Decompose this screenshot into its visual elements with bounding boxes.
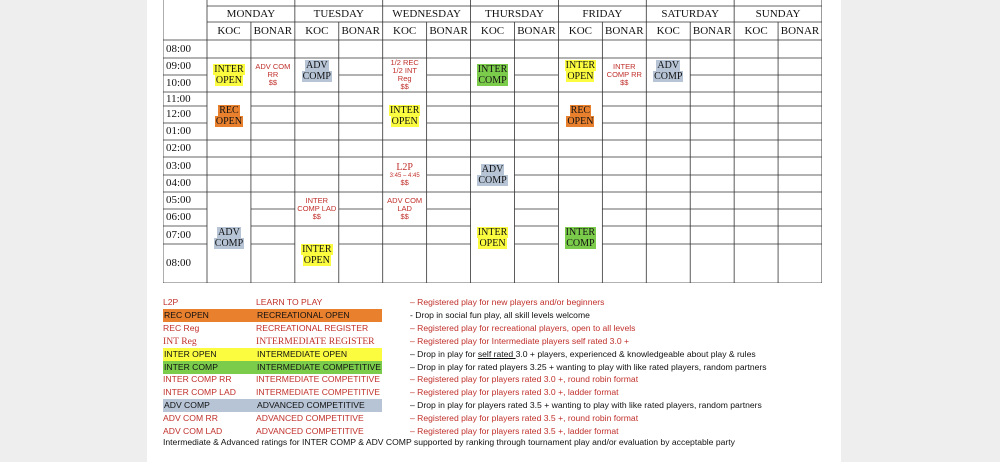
event-text: OPEN bbox=[303, 254, 330, 266]
event-text: OPEN bbox=[215, 75, 243, 86]
legend-desc: – Drop in play for players rated 3.5 + wanting to play with like rated players, random partners bbox=[410, 400, 762, 411]
day-header: SATURDAY bbox=[661, 7, 720, 20]
event-fri-koc-am bbox=[558, 58, 602, 92]
legend-row bbox=[163, 296, 823, 309]
legend-abbr: INTER COMP RR bbox=[163, 374, 232, 385]
event-text: Reg bbox=[397, 74, 412, 83]
legend-desc: – Registered play for Intermediate players self rated 3.0 + bbox=[410, 335, 630, 346]
event-text: LAD bbox=[397, 203, 412, 213]
time-label: 08:00 bbox=[166, 257, 192, 270]
day-header: THURSDAY bbox=[485, 7, 544, 20]
event-text: ADV bbox=[305, 60, 328, 71]
court-header: KOC bbox=[568, 24, 592, 37]
event-text: $$ bbox=[312, 212, 321, 222]
event-text: $$ bbox=[620, 78, 629, 88]
event-text: COMP bbox=[478, 174, 507, 186]
legend-name: RECREATIONAL REGISTER bbox=[256, 322, 369, 333]
event-thu-koc-late bbox=[471, 192, 515, 283]
event-mon-koc-noon bbox=[207, 92, 251, 140]
event-text: 1/2 INT bbox=[392, 65, 417, 75]
court-header: BONAR bbox=[517, 24, 556, 37]
event-tue-koc-am bbox=[295, 58, 339, 92]
legend-desc: – Registered play for players rated 3.0 +, round robin format bbox=[410, 374, 639, 385]
legend-name: INTERMEDIATE COMPETITIVE bbox=[257, 361, 381, 372]
court-header: BONAR bbox=[692, 24, 732, 37]
event-text: INTER bbox=[565, 226, 596, 238]
legend-row bbox=[163, 373, 823, 386]
event-text: ADV COM bbox=[387, 195, 423, 205]
event-text: COMP bbox=[478, 75, 507, 86]
event-text: INTER bbox=[214, 64, 244, 75]
time-label: 08:00 bbox=[166, 42, 192, 55]
event-text: COMP bbox=[302, 71, 331, 82]
event-mon-koc-eve bbox=[207, 192, 251, 283]
event-text: OPEN bbox=[479, 237, 506, 249]
event-text: COMP bbox=[654, 71, 683, 82]
event-text: OPEN bbox=[567, 116, 594, 127]
event-text: INTER bbox=[305, 195, 329, 205]
court-header: BONAR bbox=[605, 24, 644, 37]
time-label: 07:00 bbox=[166, 228, 192, 241]
event-text: INTER bbox=[477, 64, 508, 75]
event-text: $$ bbox=[400, 212, 409, 222]
event-text: INTER bbox=[389, 105, 420, 116]
event-text: 3:45 – 4:45 bbox=[389, 172, 420, 179]
legend-desc: – Registered play for recreational players, open to all levels bbox=[410, 322, 636, 333]
court-header: BONAR bbox=[341, 24, 380, 37]
event-text: OPEN bbox=[391, 116, 418, 127]
event-text: $$ bbox=[400, 82, 409, 92]
legend-name: ADVANCED COMPETITIVE bbox=[256, 413, 364, 424]
event-text: COMP RR bbox=[606, 69, 642, 79]
legend-name: INTERMEDIATE COMPETITIVE bbox=[256, 374, 380, 385]
legend-row bbox=[163, 335, 823, 348]
legend-abbr: ADV COM RR bbox=[163, 413, 218, 424]
event-text: ADV bbox=[481, 163, 504, 175]
legend-row bbox=[163, 386, 823, 399]
time-label: 04:00 bbox=[166, 177, 192, 190]
legend-name: INTERMEDIATE OPEN bbox=[256, 348, 382, 361]
event-text: INTER bbox=[613, 61, 636, 71]
court-header: KOC bbox=[480, 24, 505, 37]
event-text: ADV COM bbox=[255, 61, 291, 71]
event-text: OPEN bbox=[567, 71, 594, 82]
legend-row bbox=[163, 309, 823, 322]
event-text: REC bbox=[219, 105, 239, 116]
time-label: 06:00 bbox=[166, 211, 192, 224]
event-text: COMP LAD bbox=[297, 203, 337, 213]
event-fri-koc-late bbox=[558, 192, 602, 283]
time-label: 09:00 bbox=[166, 60, 192, 73]
schedule-table bbox=[163, 0, 822, 283]
day-header: MONDAY bbox=[226, 7, 276, 20]
event-thu-koc-pm bbox=[471, 157, 515, 192]
time-label: 03:00 bbox=[166, 159, 192, 172]
legend-desc: – Registered play for players rated 3.0 +, ladder format bbox=[410, 387, 619, 398]
event-text: $$ bbox=[400, 178, 409, 188]
legend-name: ADVANCED COMPETITIVE bbox=[256, 426, 364, 436]
legend-abbr: INTER COMP LAD bbox=[163, 387, 236, 398]
court-header: KOC bbox=[305, 24, 329, 37]
legend-desc: – Registered play for new players and/or beginners bbox=[410, 297, 605, 307]
legend-desc: – Drop in play for self rated 3.0 + players, experienced & knowledgeable about play & rules bbox=[410, 348, 756, 359]
time-label: 02:00 bbox=[166, 142, 192, 155]
event-sat-koc-am bbox=[646, 58, 690, 92]
day-header: SUNDAY bbox=[755, 7, 801, 20]
event-wed-koc-eve bbox=[383, 192, 427, 226]
legend-name: RECREATIONAL OPEN bbox=[256, 309, 382, 322]
legend-name: ADVANCED COMPETITIVE bbox=[256, 399, 382, 412]
court-header: BONAR bbox=[429, 24, 468, 37]
day-header: TUESDAY bbox=[313, 7, 364, 20]
legend-abbr: INT Reg bbox=[163, 335, 197, 347]
event-text: COMP bbox=[566, 237, 595, 249]
event-text: ADV bbox=[218, 226, 240, 238]
event-wed-koc-am bbox=[383, 58, 427, 92]
time-label: 05:00 bbox=[166, 194, 192, 207]
legend-desc: - Drop in social fun play, all skill levels welcome bbox=[410, 309, 590, 320]
event-tue-koc-late bbox=[295, 226, 339, 283]
event-text: ADV bbox=[657, 60, 680, 71]
legend-desc: – Registered play for players rated 3.5 +, round robin format bbox=[410, 413, 639, 424]
event-text: INTER bbox=[477, 226, 508, 238]
event-mon-bonar-am bbox=[251, 58, 295, 92]
event-text: REC bbox=[570, 105, 591, 116]
schedule-sheet bbox=[147, 0, 841, 462]
time-label: 11:00 bbox=[166, 92, 191, 105]
legend-name: LEARN TO PLAY bbox=[256, 297, 323, 307]
day-header: FRIDAY bbox=[582, 7, 623, 20]
event-wed-koc-noon bbox=[383, 92, 427, 140]
legend-desc: – Registered play for players rated 3.5 +, ladder format bbox=[410, 426, 619, 436]
legend-desc: – Drop in play for rated players 3.25 + wanting to play with like rated players, random partners bbox=[410, 361, 767, 372]
event-wed-koc-l2p bbox=[383, 157, 427, 192]
court-header: BONAR bbox=[253, 24, 293, 37]
event-text: $$ bbox=[268, 78, 278, 88]
court-header: KOC bbox=[393, 24, 417, 37]
legend-row bbox=[163, 399, 823, 412]
legend-abbr: ADV COM LAD bbox=[163, 426, 223, 436]
event-text: INTER bbox=[302, 243, 332, 255]
time-label: 12:00 bbox=[166, 108, 192, 121]
time-label: 01:00 bbox=[166, 125, 192, 138]
ratings-note: Intermediate & Advanced ratings for INTER COMP & ADV COMP supported by ranking through tournament play and/or evaluation by acceptable party bbox=[163, 437, 735, 447]
event-thu-koc-am bbox=[471, 58, 515, 92]
court-header: BONAR bbox=[780, 24, 820, 37]
legend-abbr: L2P bbox=[163, 297, 179, 307]
event-fri-bonar-am bbox=[602, 58, 646, 92]
event-text: OPEN bbox=[215, 116, 243, 127]
day-header: WEDNESDAY bbox=[392, 7, 461, 20]
event-text: RR bbox=[267, 69, 279, 79]
legend-abbr: INTER COMP bbox=[163, 361, 256, 374]
event-text: INTER bbox=[565, 60, 596, 71]
court-header: KOC bbox=[656, 24, 680, 37]
event-tue-koc-eve bbox=[295, 192, 339, 226]
legend-abbr: REC Reg bbox=[163, 322, 200, 333]
court-header: KOC bbox=[744, 24, 768, 37]
legend-abbr: REC OPEN bbox=[163, 309, 256, 322]
legend-abbr: ADV COMP bbox=[163, 399, 256, 412]
legend-name: INTERMEDIATE COMPETITIVE bbox=[256, 387, 380, 398]
court-header: KOC bbox=[217, 24, 241, 37]
legend-row bbox=[163, 322, 823, 335]
legend-row bbox=[163, 412, 823, 425]
event-mon-koc-am bbox=[207, 58, 251, 92]
legend-row bbox=[163, 361, 823, 374]
event-fri-koc-noon bbox=[558, 92, 602, 140]
legend-abbr: INTER OPEN bbox=[163, 348, 256, 361]
event-text: L2P bbox=[396, 161, 413, 173]
event-text: 1/2 REC bbox=[390, 57, 419, 67]
legend-row bbox=[163, 348, 823, 361]
time-label: 10:00 bbox=[166, 77, 192, 90]
legend-name: INTERMEDIATE REGISTER bbox=[256, 335, 375, 347]
event-text: COMP bbox=[214, 237, 244, 249]
